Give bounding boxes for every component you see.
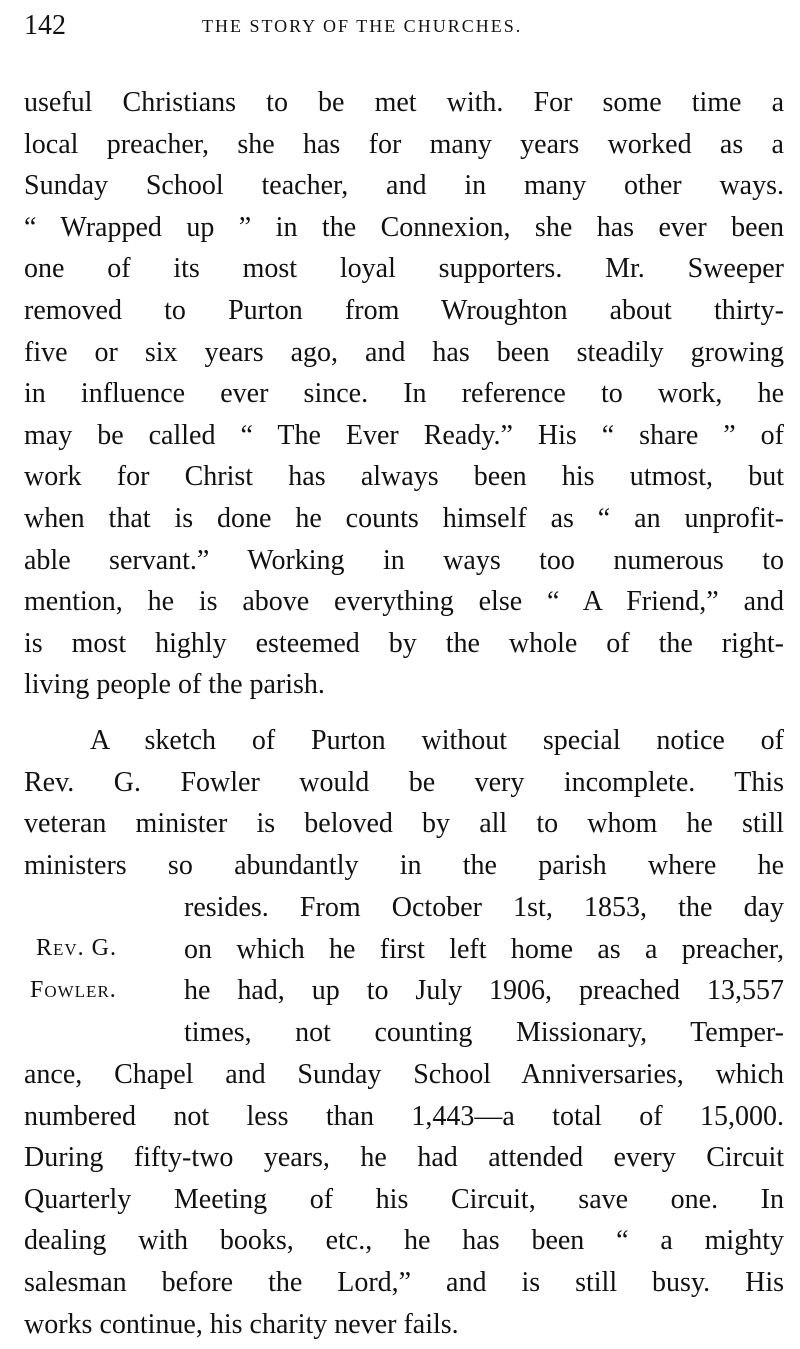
sidenote-line: Rev. G. bbox=[36, 935, 118, 961]
text-line: Rev. G. Fowler would be very incomplete. This bbox=[24, 766, 784, 798]
text-line: work for Christ has always been his utmost, but bbox=[24, 461, 784, 493]
text-line: A sketch of Purton without special notice of bbox=[90, 725, 784, 756]
paragraph-2-continued bbox=[24, 1054, 784, 1345]
text-line: may be called “ The Ever Ready.” His “ share ” of bbox=[24, 419, 784, 451]
text-line: During fifty-two years, he had attended every Circuit bbox=[24, 1142, 784, 1174]
paragraph-2-wrapped bbox=[184, 887, 784, 1053]
text-line: useful Christians to be met with. For some time a bbox=[24, 87, 784, 118]
text-line: Sunday School teacher, and in many other ways. bbox=[24, 170, 784, 202]
paragraph-1 bbox=[24, 82, 784, 706]
text-line: “ Wrapped up ” in the Connexion, she has ever been bbox=[24, 211, 784, 243]
sidenote-line: Fowler. bbox=[30, 976, 117, 1003]
text-line: able servant.” Working in ways too numerous to bbox=[24, 544, 784, 576]
text-line: veteran minister is beloved by all to whom he still bbox=[24, 808, 784, 840]
text-line: dealing with books, etc., he has been “ a mighty bbox=[24, 1225, 784, 1257]
text-line: Quarterly Meeting of his Circuit, save one. In bbox=[24, 1183, 784, 1215]
text-line: living people of the parish. bbox=[24, 669, 325, 701]
text-line: works continue, his charity never fails. bbox=[24, 1308, 459, 1340]
text-line: resides. From October 1st, 1853, the day bbox=[184, 892, 784, 923]
page-header bbox=[24, 6, 776, 46]
text-line: ance, Chapel and Sunday School Anniversaries, which bbox=[24, 1059, 784, 1090]
text-line: ministers so abundantly in the parish where he bbox=[24, 849, 784, 881]
text-line: on which he first left home as a preacher, bbox=[184, 933, 784, 965]
margin-sidenote bbox=[24, 928, 184, 1011]
text-line: local preacher, she has for many years worked as a bbox=[24, 128, 784, 160]
text-line: when that is done he counts himself as “ an unprofit- bbox=[24, 502, 784, 534]
text-line: one of its most loyal supporters. Mr. Sweeper bbox=[24, 253, 784, 285]
text-line: is most highly esteemed by the whole of the right- bbox=[24, 627, 784, 659]
text-line: times, not counting Missionary, Temper- bbox=[184, 1016, 784, 1048]
text-line: salesman before the Lord,” and is still busy. His bbox=[24, 1266, 784, 1298]
running-title: THE STORY OF THE CHURCHES. bbox=[202, 16, 523, 36]
text-line: mention, he is above everything else “ A Friend,” and bbox=[24, 586, 784, 618]
text-line: he had, up to July 1906, preached 13,557 bbox=[184, 975, 784, 1007]
text-line: five or six years ago, and has been steadily growing bbox=[24, 336, 784, 368]
page-number: 142 bbox=[24, 10, 66, 41]
text-line: in influence ever since. In reference to work, he bbox=[24, 378, 784, 410]
text-line: removed to Purton from Wroughton about thirty- bbox=[24, 294, 784, 326]
paragraph-2 bbox=[24, 720, 784, 886]
text-line: numbered not less than 1,443—a total of 15,000. bbox=[24, 1100, 784, 1132]
